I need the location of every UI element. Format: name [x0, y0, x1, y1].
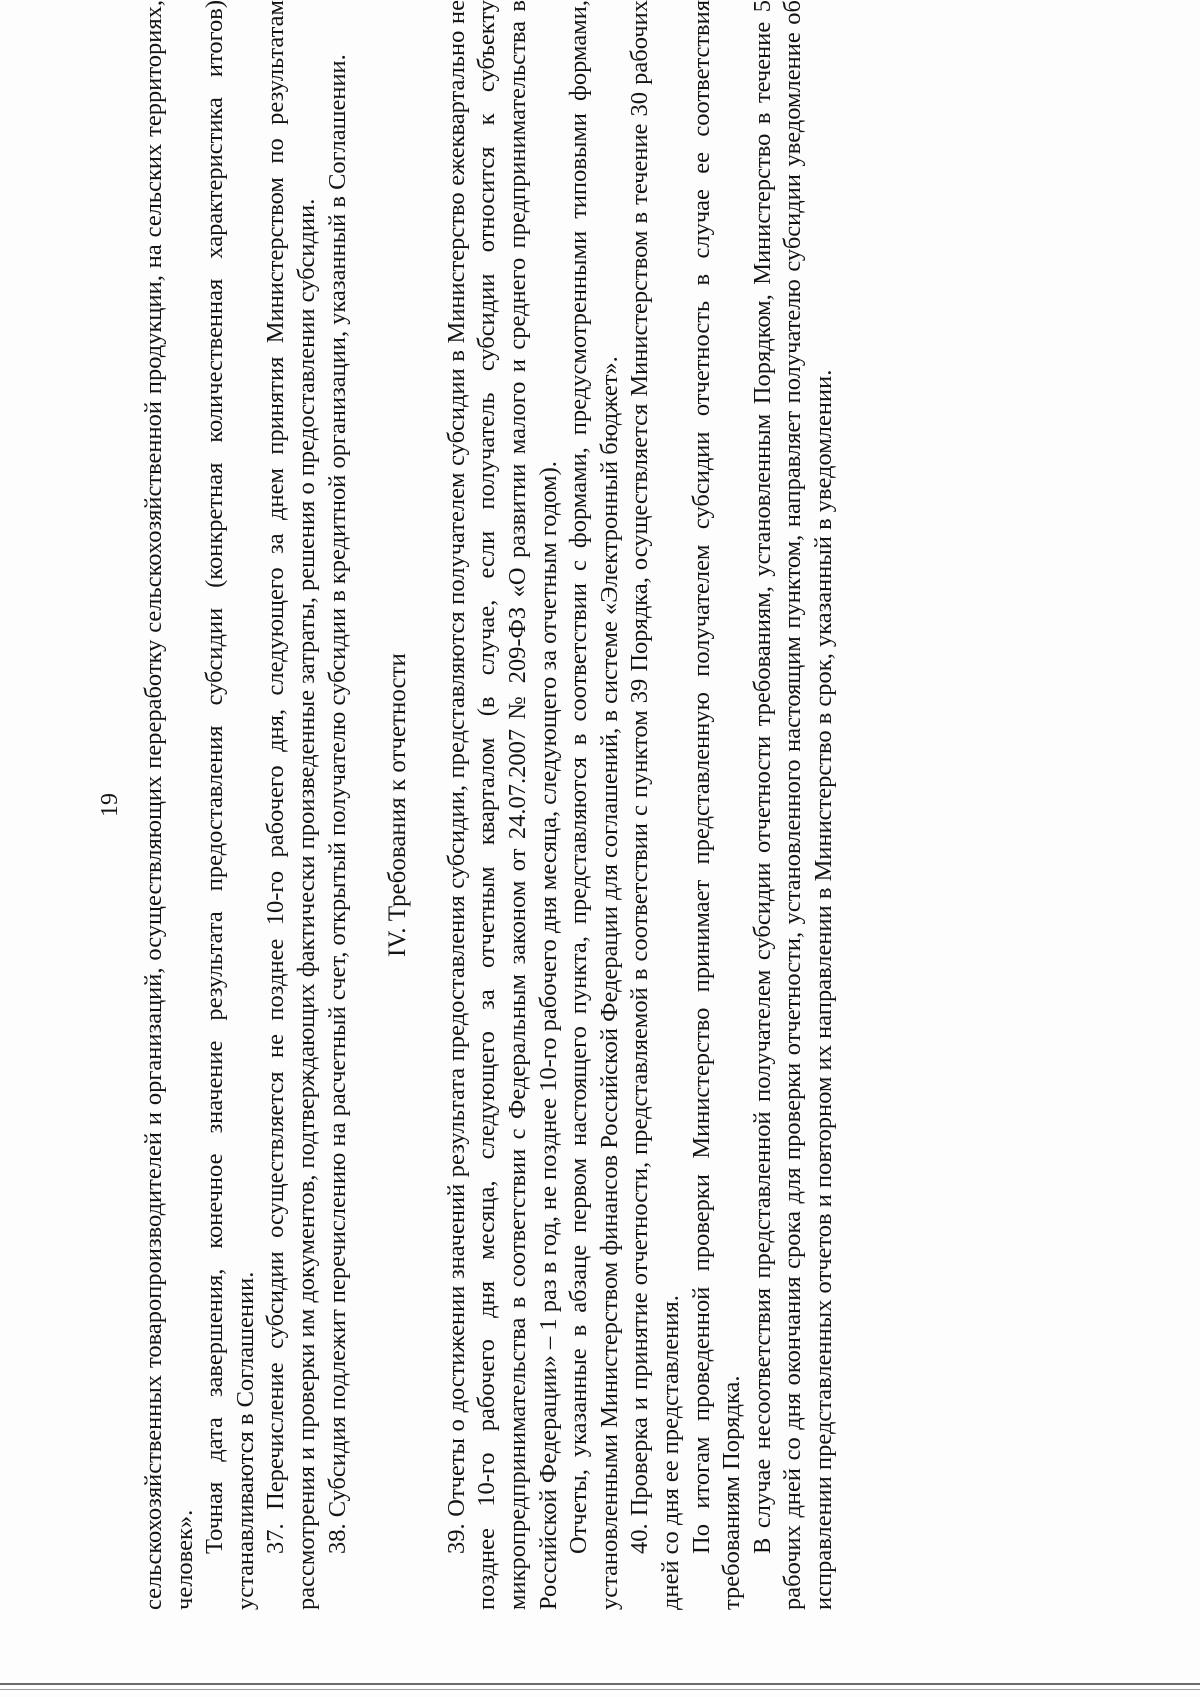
scan-edge-line-secondary	[0, 1689, 1200, 1690]
rotated-text-block	[95, 0, 1055, 1610]
paragraph-top-3: 37. Перечисление субсидии осуществляется не позднее 10-го рабочего дня, следующего за днем принятия Министерством по результатам рассмотрения и проверки им документов, подтверждающих фактически произведенные затраты, решения о предоставлении субсидии.	[262, 0, 320, 1610]
page-number: 19	[97, 793, 123, 817]
paragraph-bottom-4: По итогам проведенной проверки Министерство принимает представленную получателем субсидии отчетность в случае ее соответствия требованиям Порядка.	[687, 0, 746, 1610]
paragraph-bottom-3: 40. Проверка и принятие отчетности, представляемой в соответствии с пунктом 39 Порядка, осуществляется Министерством в течение 30 рабочих дней со дня ее представления.	[626, 0, 684, 1610]
scan-edge-line	[0, 1683, 1200, 1685]
paragraph-bottom-5: В случае несоответствия представленной получателем субсидии отчетности требованиям, установленным Порядком, Министерство в течение 5 рабочих дней со дня окончания срока для проверки отчетности, установленного настоящим пунктом, направляет получателю субсидии уведомление об исправлении представленных отчетов и повторном их направлении в Министерство в срок, указанный в уведомлении.	[748, 0, 837, 1610]
section-heading: IV. Требования к отчетности	[384, 653, 412, 957]
paragraph-bottom-1: 39. Отчеты о достижении значений результата предоставления субсидии, представляются получателем субсидии в Министерство ежеквартально не позднее 10-го рабочего дня месяца, следующего за отчетным кварталом (в случае, если получатель субсидии относится к субъекту микропредпринимательства в соответствии с Федеральным законом от 24.07.2007 № 209-ФЗ «О развитии малого и среднего предпринимательства в Российской Федерации» – 1 раз в год, не позднее 10-го рабочего дня месяца, следующего за отчетным годом).	[442, 0, 562, 1610]
paragraph-top-1: сельскохозяйственных товаропроизводителей и организаций, осуществляющих переработку сельскохозяйственной продукции, на сельских территориях, человек».	[140, 0, 198, 1610]
paragraph-bottom-2: Отчеты, указанные в абзаце первом настоящего пункта, представляются в соответствии с формами, предусмотренными типовыми формами, установленными Министерством финансов Российской Федерации для соглашений, в системе «Электронный бюджет».	[565, 0, 623, 1610]
paragraph-top-4: 38. Субсидия подлежит перечислению на расчетный счет, открытый получателю субсидии в кредитной организации, указанный в Соглашении.	[323, 54, 351, 1554]
paragraph-top-2: Точная дата завершения, конечное значение результата предоставления субсидии (конкретная количественная характеристика итогов) устанавливаются в Соглашении.	[201, 0, 259, 1610]
